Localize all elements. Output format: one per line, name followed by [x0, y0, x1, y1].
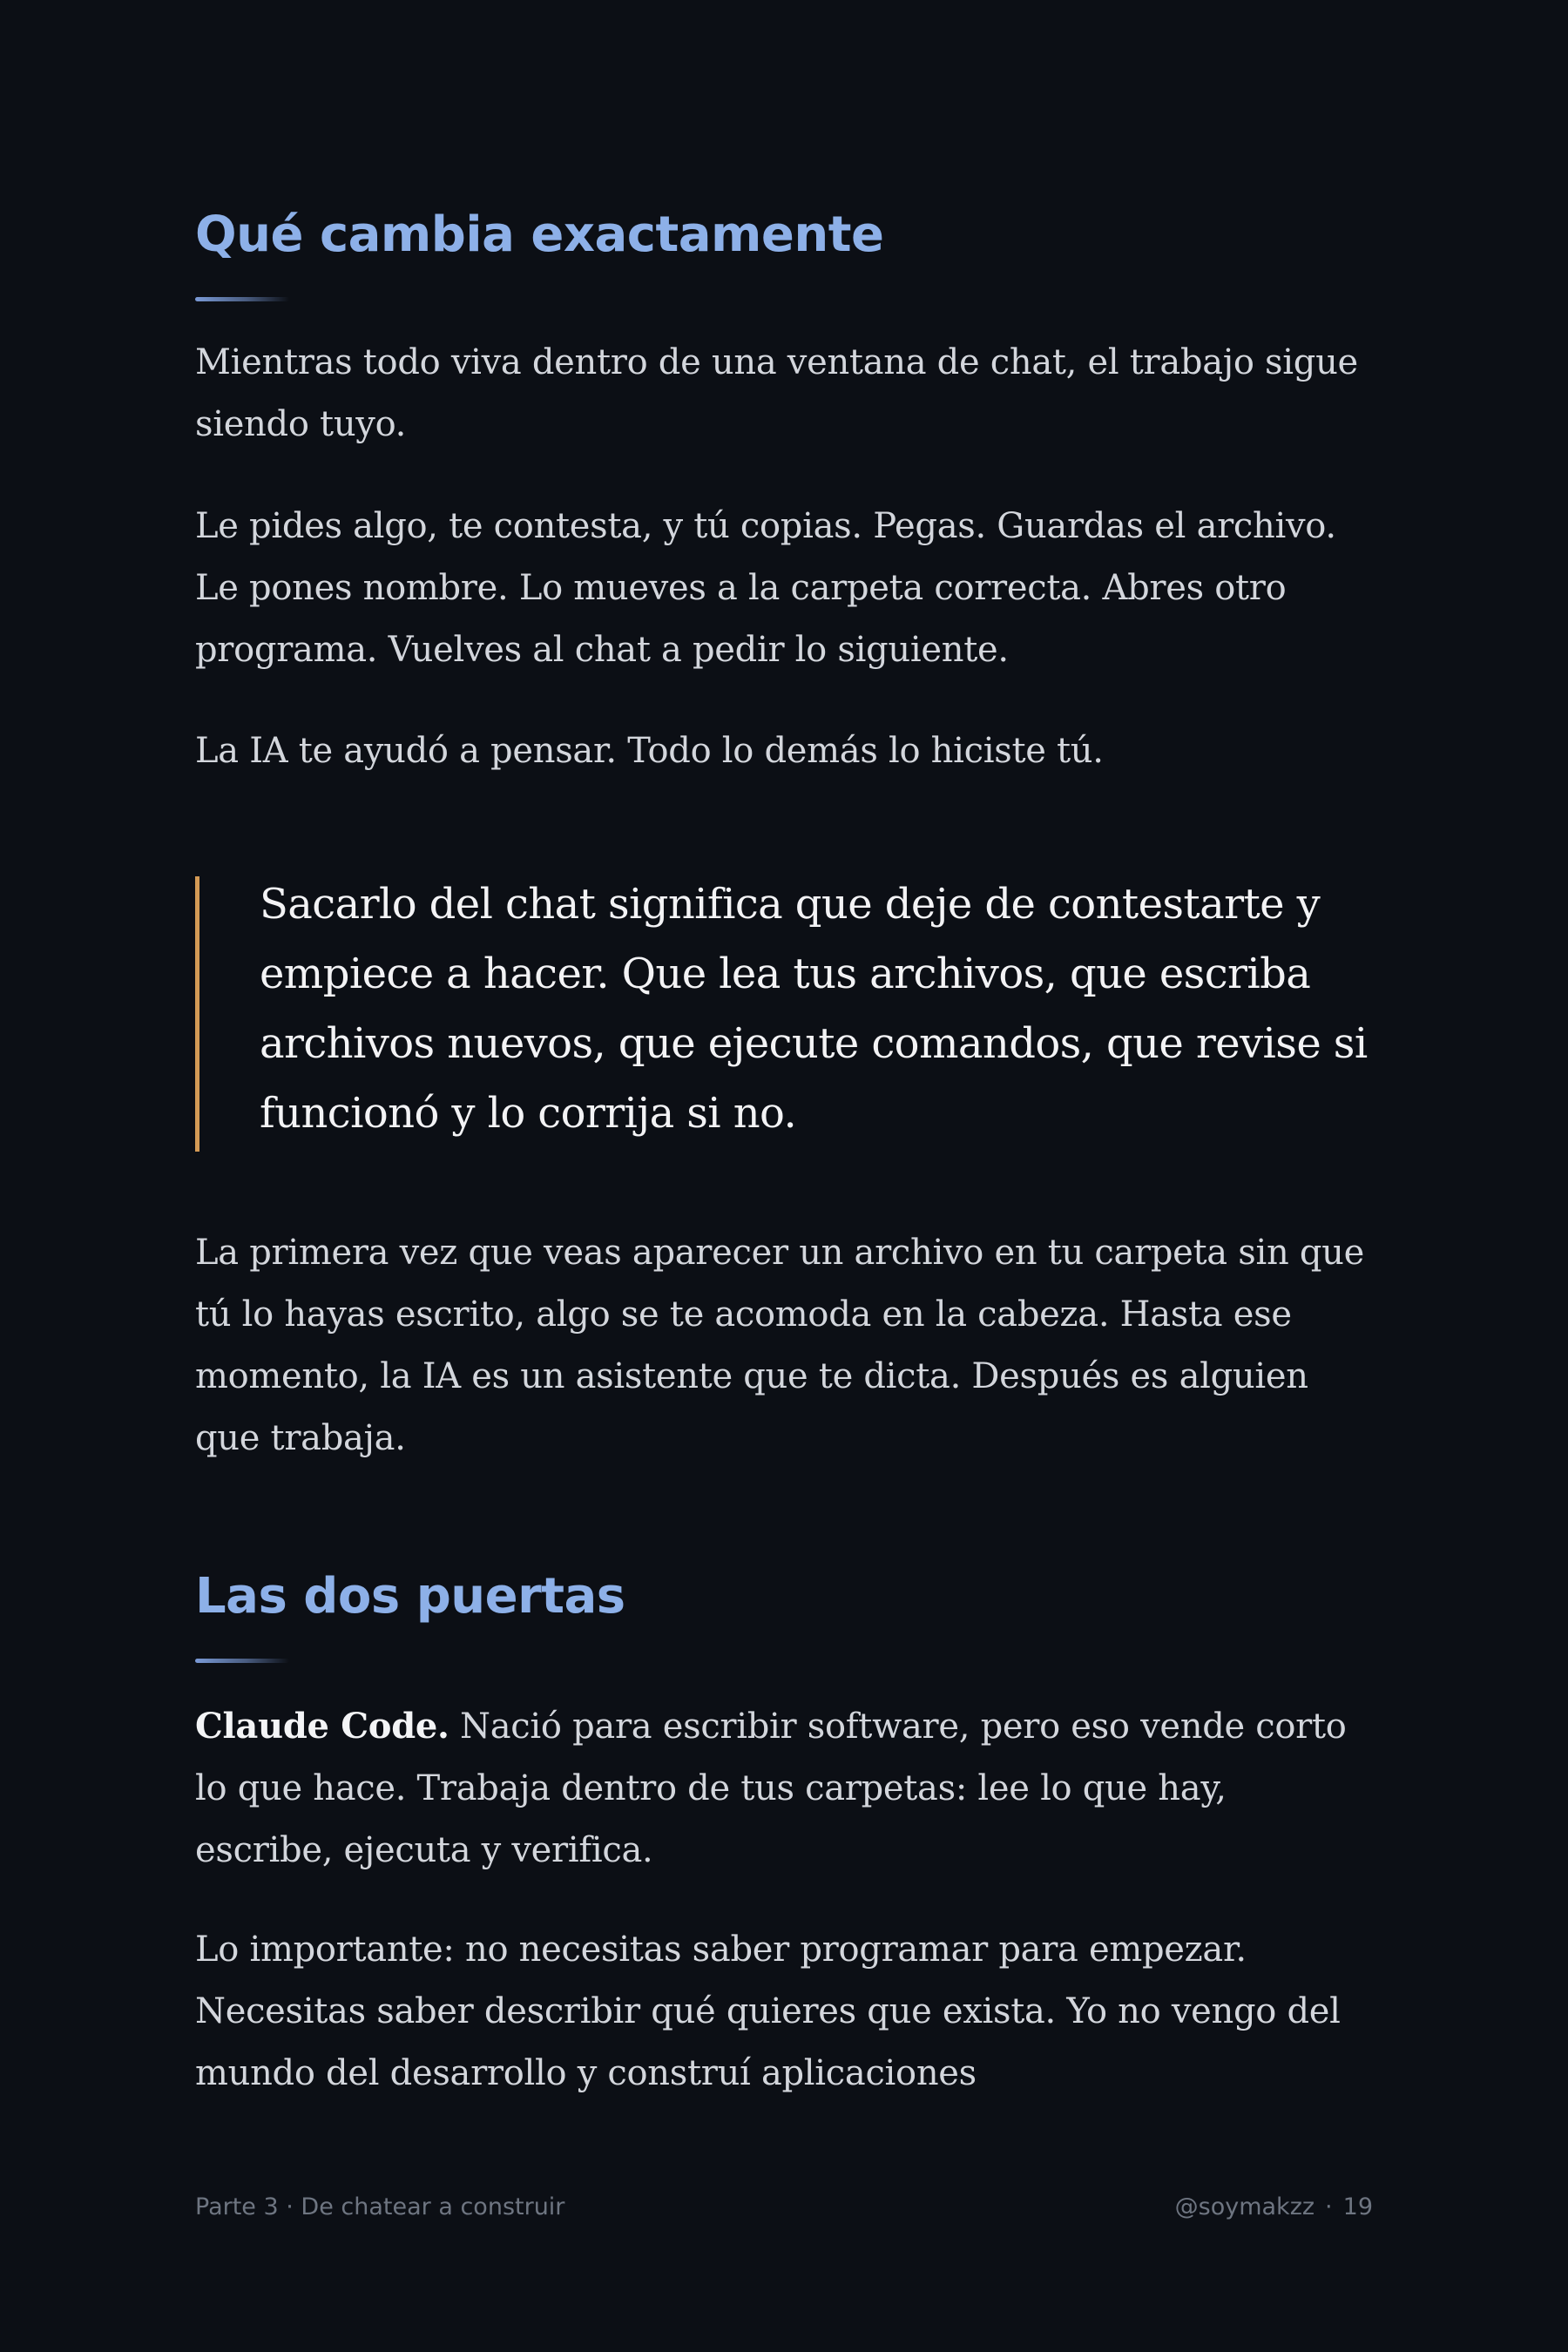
paragraph: Mientras todo viva dentro de una ventana de chat, el trabajo sigue siendo tuyo. [195, 342, 1358, 444]
term-claude-code: Claude Code. [195, 1706, 449, 1747]
footer-separator: · [1325, 2193, 1333, 2220]
paragraph: Le pides algo, te contesta, y tú copias. Pegas. Guardas el archivo. Le pones nombre. Lo mueves a la carpeta correcta. Abres otro programa. Vuelves al chat a pedir lo siguiente. [195, 506, 1336, 670]
paragraph: La IA te ayudó a pensar. Todo lo demás lo hiciste tú. [195, 731, 1104, 771]
footer-chapter: Parte 3 · De chatear a construir [195, 2193, 565, 2220]
paragraph-text: Nació para escribir software, pero eso vende corto lo que hace. Trabaja dentro de tus carpetas: lee lo que hay, escribe, ejecuta y verifica. [195, 1707, 1347, 1870]
heading-underline [195, 1659, 289, 1663]
paragraph: La primera vez que veas aparecer un archivo en tu carpeta sin que tú lo hayas escrito, algo se te acomoda en la cabeza. Hasta ese momento, la IA es un asistente que te dicta. Después es alguien que trabaja. [195, 1233, 1364, 1458]
heading-underline [195, 297, 289, 301]
footer-right [1175, 2193, 1373, 2220]
footer-handle: @soymakzz [1174, 2193, 1315, 2220]
paragraph: Lo importante: no necesitas saber programar para empezar. Necesitas saber describir qué quieres que exista. Yo no vengo del mundo del desarrollo y construí aplicaciones [195, 1930, 1341, 2093]
page-number: 19 [1342, 2193, 1373, 2220]
section-heading-que-cambia: Qué cambia exactamente [195, 206, 884, 263]
document-page [195, 0, 1373, 2352]
paragraph-claude-code [195, 1695, 1373, 1882]
section-heading-las-dos-puertas: Las dos puertas [195, 1568, 625, 1625]
page-footer [195, 2193, 1373, 2223]
quote-bar [195, 876, 199, 1152]
quote-text: Sacarlo del chat significa que deje de contestarte y empiece a hacer. Que lea tus archivos, que escriba archivos nuevos, que ejecute comandos, que revise si funcionó y lo corrija si no. [260, 880, 1368, 1138]
